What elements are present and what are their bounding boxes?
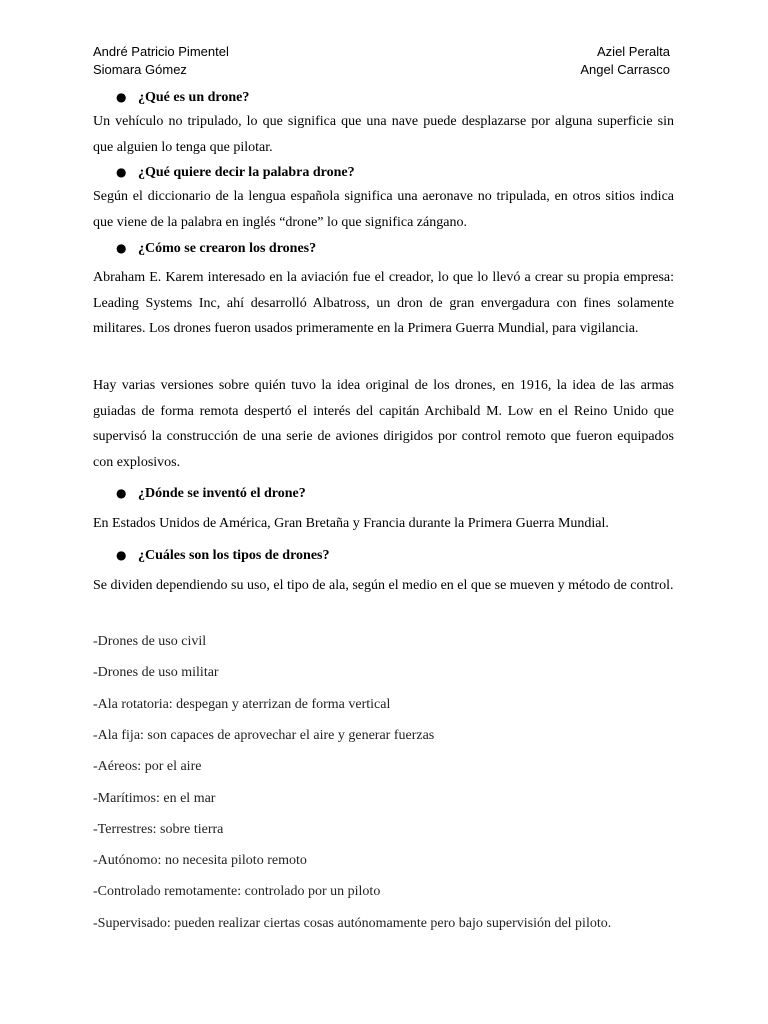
bullet-icon: ● <box>116 90 127 104</box>
list-item: -Drones de uso militar <box>93 665 219 680</box>
author-name: Angel Carrasco <box>580 62 670 77</box>
section-question: ¿Dónde se inventó el drone? <box>138 486 306 501</box>
author-name: André Patricio Pimentel <box>93 44 229 59</box>
bullet-icon: ● <box>116 548 127 562</box>
list-item: -Ala rotatoria: despegan y aterrizan de forma vertical <box>93 697 391 712</box>
section-heading <box>116 163 355 182</box>
section-heading <box>116 88 249 107</box>
list-item: -Supervisado: pueden realizar ciertas cosas autónomamente pero bajo supervisión del piloto. <box>93 916 612 931</box>
paragraph: Se dividen dependiendo su uso, el tipo de ala, según el medio en el que se mueven y método de control. <box>93 578 674 593</box>
bullet-icon: ● <box>116 486 127 500</box>
section-heading <box>116 239 316 258</box>
bullet-icon: ● <box>116 165 127 179</box>
author-name: Aziel Peralta <box>597 44 670 59</box>
section-question: ¿Cómo se crearon los drones? <box>138 241 317 256</box>
list-item: -Ala fija: son capaces de aprovechar el aire y generar fuerzas <box>93 728 435 743</box>
list-item: -Drones de uso civil <box>93 634 207 649</box>
section-question: ¿Qué quiere decir la palabra drone? <box>138 165 355 180</box>
list-item: -Aéreos: por el aire <box>93 759 202 774</box>
paragraph: En Estados Unidos de América, Gran Bretaña y Francia durante la Primera Guerra Mundial. <box>93 516 609 531</box>
list-item: -Terrestres: sobre tierra <box>93 822 224 837</box>
bullet-icon: ● <box>116 241 127 255</box>
section-heading <box>116 546 330 565</box>
paragraph: Un vehículo no tripulado, lo que significa que una nave puede desplazarse por alguna superficie sin que alguien lo tenga que pilotar. <box>93 114 674 155</box>
author-name: Siomara Gómez <box>93 62 187 77</box>
list-item: -Controlado remotamente: controlado por un piloto <box>93 884 381 899</box>
section-question: ¿Cuáles son los tipos de drones? <box>138 548 330 563</box>
section-heading <box>116 484 306 503</box>
paragraph: Abraham E. Karem interesado en la aviación fue el creador, lo que lo llevó a crear su propia empresa: Leading Systems Inc, ahí desarrolló Albatross, un dron de gran envergadura con fines solamente militares. Los drones fueron usados primeramente en la Primera Guerra Mundial, para vigilancia. <box>93 270 674 336</box>
paragraph: Hay varias versiones sobre quién tuvo la idea original de los drones, en 1916, la idea de las armas guiadas de forma remota despertó el interés del capitán Archibald M. Low en el Reino Unido que supervisó la construcción de una serie de aviones dirigidos por control remoto que fueron equipados con explosivos. <box>93 378 674 470</box>
paragraph: Según el diccionario de la lengua española significa una aeronave no tripulada, en otros sitios indica que viene de la palabra en inglés “drone” lo que significa zángano. <box>93 189 674 230</box>
section-question: ¿Qué es un drone? <box>138 90 250 105</box>
list-item: -Marítimos: en el mar <box>93 791 216 806</box>
list-item: -Autónomo: no necesita piloto remoto <box>93 853 307 868</box>
